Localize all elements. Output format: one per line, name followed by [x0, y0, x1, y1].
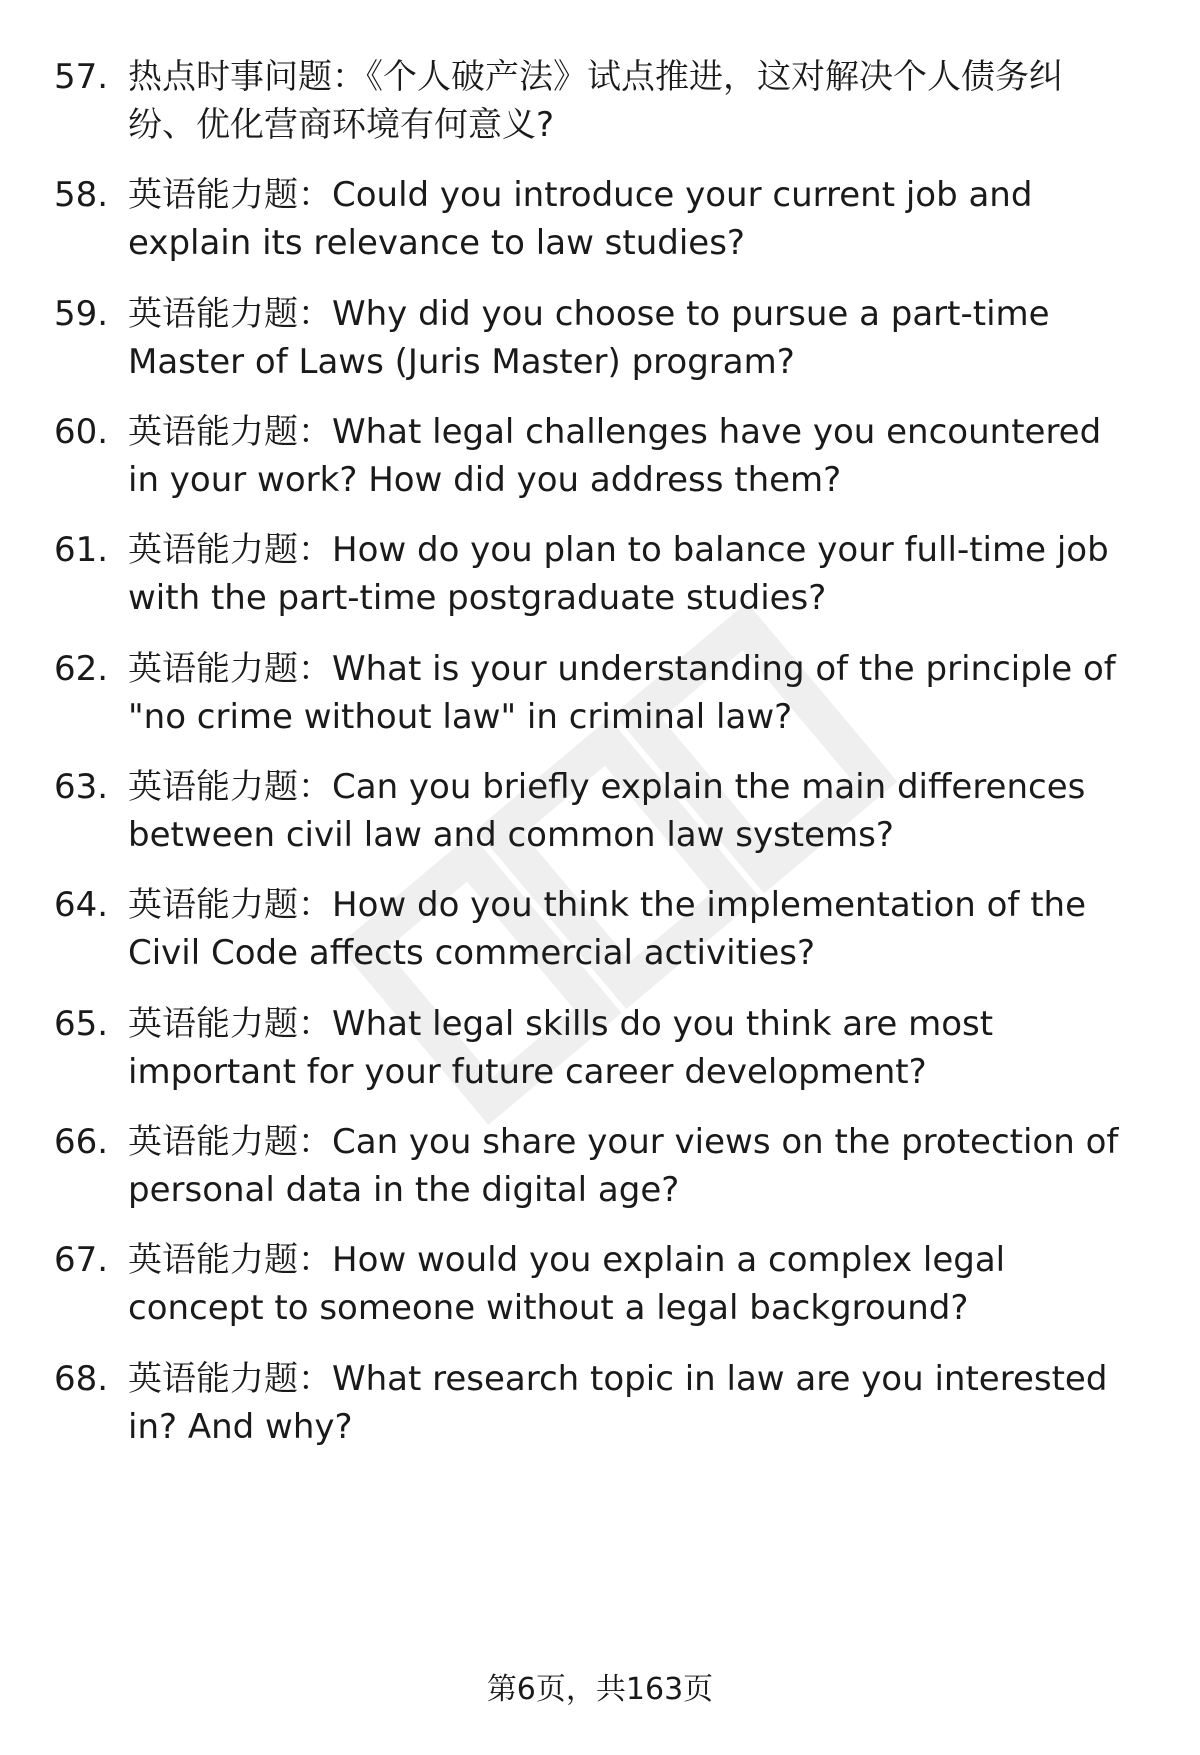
page-number-footer: 第6页，共163页	[486, 1672, 714, 1707]
question-item	[0, 408, 1200, 508]
question-text: 英语能力题：Can you share your views on the protection of personal data in the digital age?	[128, 1122, 1119, 1210]
question-number: 61.	[54, 530, 109, 570]
question-number: 66.	[54, 1122, 109, 1162]
question-text: 英语能力题：Why did you choose to pursue a part-time Master of Laws (Juris Master) program?	[128, 294, 1050, 382]
question-item	[0, 1236, 1200, 1336]
question-item	[0, 1355, 1200, 1455]
question-item	[0, 645, 1200, 745]
question-number: 60.	[54, 412, 109, 452]
question-text: 英语能力题：How do you plan to balance your full-time job with the part-time postgraduate studies?	[128, 530, 1109, 618]
question-number: 68.	[54, 1359, 109, 1399]
question-number: 57.	[54, 57, 109, 97]
question-number: 59.	[54, 294, 109, 334]
question-text: 英语能力题：How would you explain a complex legal concept to someone without a legal background?	[128, 1240, 1006, 1328]
question-text: 英语能力题：What is your understanding of the principle of "no crime without law" in criminal law?	[128, 649, 1116, 737]
question-number: 63.	[54, 767, 109, 807]
question-text: 英语能力题：What research topic in law are you interested in? And why?	[128, 1359, 1108, 1447]
question-number: 58.	[54, 175, 109, 215]
question-text: 英语能力题：Could you introduce your current job and explain its relevance to law studies?	[128, 175, 1033, 263]
question-text: 热点时事问题：《个人破产法》试点推进，这对解决个人债务纠 纷、优化营商环境有何意义?	[128, 57, 1063, 145]
question-item	[0, 1118, 1200, 1218]
question-item	[0, 290, 1200, 390]
question-item	[0, 881, 1200, 981]
question-number: 65.	[54, 1004, 109, 1044]
question-item	[0, 763, 1200, 863]
question-item	[0, 53, 1200, 153]
question-number: 64.	[54, 885, 109, 925]
question-text: 英语能力题：What legal challenges have you encountered in your work? How did you address them?	[128, 412, 1102, 500]
question-number: 62.	[54, 649, 109, 689]
question-item	[0, 1000, 1200, 1100]
question-text: 英语能力题：How do you think the implementation of the Civil Code affects commercial activities?	[128, 885, 1087, 973]
question-text: 英语能力题：What legal skills do you think are most important for your future career development?	[128, 1004, 994, 1092]
question-item	[0, 171, 1200, 271]
question-text: 英语能力题：Can you briefly explain the main differences between civil law and common law systems?	[128, 767, 1086, 855]
question-item	[0, 526, 1200, 626]
question-number: 67.	[54, 1240, 109, 1280]
